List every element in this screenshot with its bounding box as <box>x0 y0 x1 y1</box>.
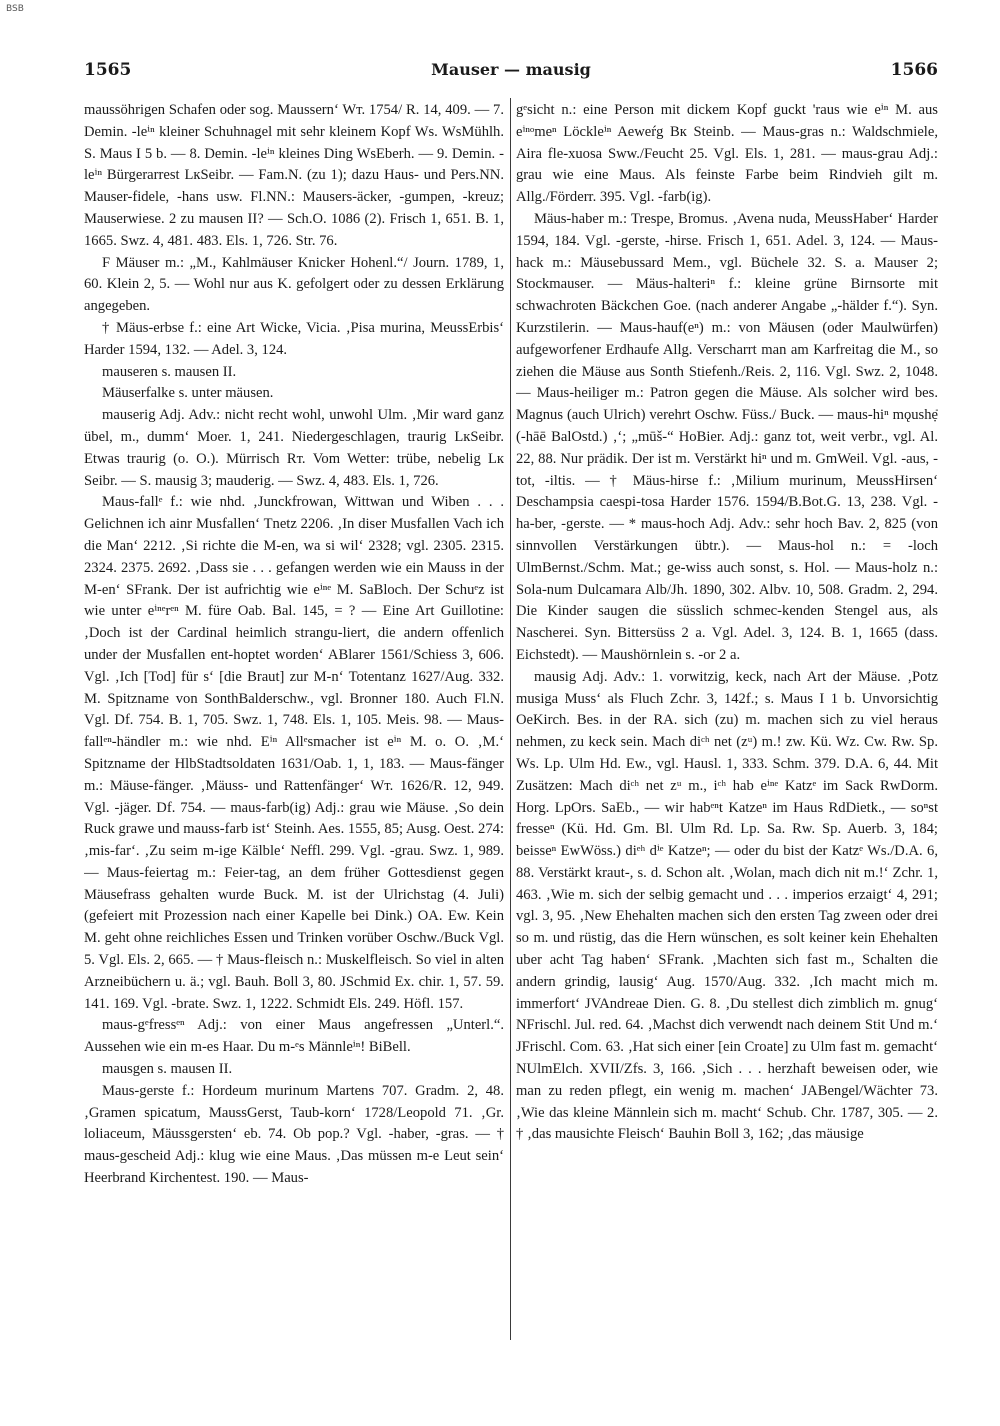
page-title: Mauser — mausig <box>431 60 591 79</box>
paragraph: F Mäuser m.: „M., Kahlmäuser Knicker Hohenl.“/ Journ. 1789, 1, 60. Klein 2, 5. — Wohl nur aus K. gefolgert oder zu dessen Erklärung angegeben. <box>84 254 504 315</box>
right-column <box>516 100 938 1400</box>
running-header <box>84 60 938 86</box>
library-stamp: BSB <box>6 4 24 14</box>
paragraph: Maus-gerste f.: Hordeum murinum Martens 707. Gradm. 2, 48. ‚Gramen spicatum, MaussGerst, Taub-korn‘ 1728/Leopold 71. ‚Gr. loliaceum, Mäussgersten‘ eb. 74. Ob pop.? Vgl. -haber, -gras. — † maus-gescheid Adj.: klug wie eine Maus. ‚Das müssen m-e Leut sein‘ Heerbrand Kirchentest. 190. — Maus- <box>84 1082 504 1187</box>
page-number-right: 1566 <box>890 60 938 80</box>
paragraph: mausig Adj. Adv.: 1. vorwitzig, keck, nach Art der Mäuse. ‚Potz musiga Muss‘ als Fluch Zchr. 3, 142f.; s. Maus I 1 b. Unvorsichtig OeKirch. Bes. in der RA. sich (zu) m. machen sich zu viel heraus nehmen, zu keck sein. Mach diᶜʰ net (zᵘ) m.! zw. Kü. Wz. Cw. Rw. Sp. Ws. Lp. Ulm Hd. Ew., vgl. Hausl. 1, 333. Schm. 379. D.A. 6, 44. Mit Zusätzen: Mach diᶜʰ net zᵘ m., iᶜʰ hab eⁱⁿᵉ Katzᵉ im Sack RwDorm. Horg. LpOrs. SaEb., — wir habᵉⁿt Katzeⁿ im Haus RdDietk., — soⁿst fresseⁿ (Kü. Hd. Gm. Bl. Ulm Rd. Lp. Sa. Rw. Sp. Auerb. 3, 184; beisseⁿ EwWöss.) diᵉʰ dⁱᵉ Katzeⁿ; — oder du bist der Katzᵉ Ws./D.A. 6, 88. Verstärkt kraut-, s. d. Schon alt. ‚Wolan, mach dich nit m.!‘ Zchr. 1, 463. ‚Wie m. sich der selbig gemacht und . . . imperios erzaigt‘ 4, 291; vgl. 3, 95. ‚New Ehehalten machen sich den ersten Tag zween oder drei so m. und rüstig, das die Hern wünschen, es solt keiner kein Ehehalten uber acht Tag haben‘ SFrank. ‚Machten sich fast m., Schalten die andern grindig, lausig‘ Aug. 1570/Aug. 332. ‚Ich macht mich m. immerfort‘ JVAndreae Dien. G. 8. ‚Du stellest dich zimblich m. gnug‘ NFrischl. Jul. red. 64. ‚Machst dich verwendt nach deinem Stit Und m.‘ JFrischl. Com. 63. ‚Hat sich einer [ein Croate] zu Ulm fast m. gemacht‘ NUlmElch. XVII/Zfs. 3, 166. ‚Sich . . . herzhaft beweisen oder, wie man zu reden pflegt, ein wenig m. machen‘ JABengel/Wächter 73. ‚Wie das kleine Männlein sich m. macht‘ Schub. Chr. 1787, 305. — 2. † ‚das mausichte Fleisch‘ Bauhin Boll 3, 162; ‚das mäusige <box>516 668 938 1143</box>
paragraph: Maus-fallᵉ f.: wie nhd. ‚Junckfrowan, Wittwan und Wiben . . . Gelichnen ich ainr Musfallen‘ Tnetz 2206. ‚In diser Musfallen Vach ich die Man‘ 2212. ‚Si richte die M-en, wa si wil‘ 2328; vgl. 2305. 2315. 2324. 2375. 2692. ‚Dass sie . . . gefangen werden wie ein Mauss in der M-en‘ SFrank. Der ist aufrichtig wie eⁱⁿᵉ M. SaBloch. Der Schuᵉz ist wie unter eⁱⁿᵉrᵉⁿ M. füre Oab. Bal. 145, = ? — Eine Art Guillotine: ‚Doch ist der Cardinal heimlich strangu-liert, die andern offenlich under der Musfallen ent-hoptet worden‘ ABlarer 1561/Schiess 3, 606. Vgl. ‚Ich [Tod] für s‘ [die Braut] zur M-n‘ Totentanz 1627/Aug. 332. M. Spitzname von SonthBalderschw., vgl. Bronner 180. Auch Fl.N. Vgl. Df. 754. B. 1, 705. Swz. 1, 748. Els. 1, 105. Meis. 98. — Maus-fallᵉⁿ-händler m.: wie nhd. Eⁱⁿ Allᵉsmacher ist eⁱⁿ M. o. O. ‚M.‘ Spitzname der HlbStadtsoldaten 1631/Oab. 1, 1, 183. — Maus-fänger m.: Mäuse-fänger. ‚Mäuss- und Rattenfänger‘ Wт. 1626/R. 12, 949. Vgl. -jäger. Df. 754. — maus-farb(ig) Adj.: grau wie Mäuse. ‚So dein Ruck grawe und mauss-farb ist‘ Steinh. Aes. 1555, 85; Ausg. Oest. 274: ‚mis-far‘. ‚Zu seim m-ige Kälble‘ Neffl. 299. Vgl. -grau. Swz. 1, 989. — Maus-feiertag m.: Feier-tag, an dem früher Gottesdienst gegen Mäusefrass gehalten wurde Buck. M. ist der Ulrichstag (4. Juli) (gefeiert mit Prozession nach einer Kapelle bei Dink.) OA. Ew. Kein M. geht ohne reichliches Essen und Trinken vorüber Oschw./Buck Vgl. 5. Vgl. Els. 2, 665. — † Maus-fleisch n.: Muskelfleisch. So viel in alten Arzneibüchern u. ä.; vgl. Bauh. Boll 3, 80. JSchmid Ex. chir. 1, 57. 59. 141. 169. Vgl. -brate. Swz. 1, 1222. Schmidt Els. 249. Höfl. 157. <box>84 494 504 1012</box>
paragraph: maus-gᵉfressᵉⁿ Adj.: von einer Maus angefressen „Unterl.“. Aussehen wie ein m-es Haar. Du m-ᵉs Männleⁱⁿ! BiBell. <box>84 1017 504 1056</box>
page-number-left: 1565 <box>84 60 132 80</box>
paragraph: mauserig Adj. Adv.: nicht recht wohl, unwohl Ulm. ‚Mir ward ganz übel, m., dumm‘ Moer. 1, 241. Niedergeschlagen, traurig LкSeibr. Etwas traurig (o. O.). Mürrisch Rт. Vom Wetter: trübe, nebelig Lк Seibr. — S. mausig 3; mauderig. — Swz. 4, 483. Els. 1, 726. <box>84 407 504 489</box>
left-column <box>84 100 504 1400</box>
paragraph: gᵉsicht n.: eine Person mit dickem Kopf guckt 'raus wie eⁱⁿ M. aus eⁱⁿᵒmeⁿ Löckleⁱⁿ Aeweŕg Bк Steinb. — Maus-gras n.: Waldschmiele, Aira fle-xuosa Sww./Feucht 25. Vgl. Els. 1, 281. — maus-grau Adj.: grau wie eine Maus. Als feinste Farbe beim Rindvieh gilt m. Allg./Förderr. 395. Vgl. -farb(ig). <box>516 102 938 206</box>
column-divider <box>510 98 511 1340</box>
paragraph: maussöhrigen Schafen oder sog. Maussern‘ Wт. 1754/ R. 14, 409. — 7. Demin. -leⁱⁿ kleiner Schuhnagel mit sehr kleinem Kopf Ws. WsMühlh. S. Maus I 5 b. — 8. Demin. -leⁱⁿ kleines Ding WsEberh. — 9. Demin. -leⁱⁿ Bürgerarrest LкSeibr. — Fam.N. (zu 1); dazu Haus- und Pers.NN. Mauser-fidele, -hans usw. Fl.NN.: Mausers-äcker, -gumpen, -kreuz; Mauserwiese. 2 zu mausen II? — Sch.O. 1086 (2). Frisch 1, 651. B. 1, 1665. Swz. 4, 481. 483. Els. 1, 726. Str. 76. <box>84 102 504 249</box>
paragraph: † Mäus-erbse f.: eine Art Wicke, Vicia. ‚Pisa murina, MeussErbis‘ Harder 1594, 132. — Adel. 3, 124. <box>84 319 504 358</box>
paragraph: Mäuserfalke s. unter mäusen. <box>102 385 274 402</box>
paragraph: mauseren s. mausen II. <box>102 363 237 380</box>
paragraph: mausgen s. mausen II. <box>102 1061 233 1078</box>
paragraph: Mäus-haber m.: Trespe, Bromus. ‚Avena nuda, MeussHaber‘ Harder 1594, 184. Vgl. -gerste, -hirse. Frisch 1, 651. Adel. 3, 124. — Maus-hack m.: Mäusebussard Mem., vgl. Büchele 32. S. a. Mauser 2; Stockmauser. — Mäus-halteriⁿ f.: kleine grüne Birnsorte mit schwachroten Bäckchen Goe. (nach anderer Angabe „-hälder f.“). Syn. Kurzstilerin. — Maus-hauf(eⁿ) m.: von Mäusen (oder Maulwürfen) aufgeworfener Erdhaufe Allg. Verscharrt man am Karfreitag die M., so ziehen die Mäuse aus Sonth Stiefenh./Reis. 2, 116. Vgl. Swz. 2, 1048. — Maus-heiliger m.: Patron gegen die Mäuse. Als solcher wird bes. Magnus (auch Ulrich) verehrt Oschw. Füss./ Buck. — maus-hiⁿ mǫushẹ̄ (-hāē BalOstd.) ‚‘; „mūš-“ HoBier. Adj.: ganz tot, weit verbr., vgl. Al. 22, 88. Nur prädik. Der ist m. Verstärkt hiⁿ und m. GmWeil. Vgl. -aus, -tot, -iltis. — † Mäus-hirse f.: ‚Milium murinum, MeussHirsen‘ Deschampsia caespi-tosa Harder 1576. 1594/B.Bot.G. 13, 238. Vgl. -ha-ber, -gerste. — * maus-hoch Adj. Adv.: sehr hoch Bav. 2, 825 (von sinnvollen Verstärkungen übtr.). — Maus-hol n.: = -loch UlmBernst./Schm. Mat.; ge-wiss auch sonst, s. Hol. — Maus-holz n.: Sola-num Dulcamara Alb/Jh. 1890, 302. Albv. 10, 508. Gradm. 2, 294. Die Kinder saugen die süsslich schmec-kenden Stengel aus, als Nascherei. Syn. Bittersüss 2 a. Vgl. Adel. 3, 124. B. 1, 1665 (dass. Eichstedt). — Maushörnlein s. -or 2 a. <box>516 210 938 663</box>
